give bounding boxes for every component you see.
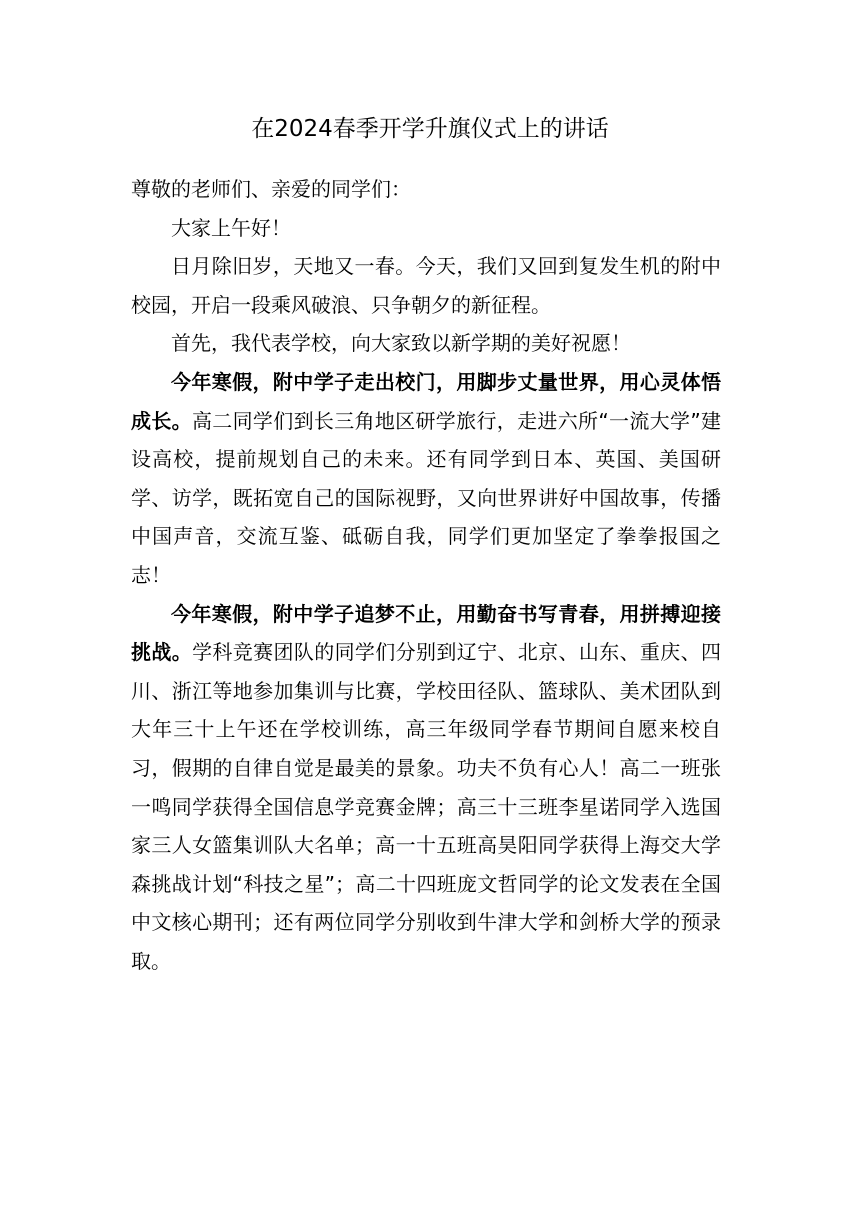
paragraph-lead: 今年寒假，附中学子追梦不止，用勤奋书写青春，用拼搏迎接挑战。 <box>131 601 721 665</box>
salutation: 尊敬的老师们、亲爱的同学们： <box>131 177 411 201</box>
paragraph-travel <box>131 363 721 595</box>
paragraph-greeting <box>131 209 721 248</box>
paragraph-lead: 今年寒假，附中学子走出校门，用脚步丈量世界，用心灵体悟成长。 <box>131 369 721 433</box>
paragraph-text: 学科竞赛团队的同学们分别到辽宁、北京、山东、重庆、四川、浙江等地参加集训与比赛，学校田径队、篮球队、美术团队到大年三十上午还在学校训练，高三年级同学春节期间自愿来校自习，假期的自律自觉是最美的景象。功夫不负有心人！高二一班张一鸣同学获得全国信息学竞赛金牌；高三十三班李星诺同学入选国家三人女篮集训队大名单；高一十五班高昊阳同学获得上海交大学森挑战计划“科技之星”；高二十四班庞文哲同学的论文发表在全国中文核心期刊；还有两位同学分别收到牛津大学和剑桥大学的预录取。 <box>131 640 722 973</box>
paragraph-text: 日月除旧岁，天地又一春。今天，我们又回到复发生机的附中校园，开启一段乘风破浪、只争朝夕的新征程。 <box>131 254 721 317</box>
paragraph-text: 首先，我代表学校，向大家致以新学期的美好祝愿！ <box>171 331 631 356</box>
paragraph-opening <box>131 247 721 324</box>
document-title: 在2024春季开学升旗仪式上的讲话 <box>251 116 609 142</box>
paragraph-wishes <box>131 324 721 363</box>
paragraph-achievements <box>131 595 721 981</box>
paragraph-text: 大家上午好！ <box>171 215 291 240</box>
paragraph-text: 高二同学们到长三角地区研学旅行，走进六所“一流大学”建设高校，提前规划自己的未来。还有同学到日本、英国、美国研学、访学，既拓宽自己的国际视野，又向世界讲好中国故事，传播中国声音，交流互鉴、砥砺自我，同学们更加坚定了拳拳报国之志！ <box>131 408 721 587</box>
document-body <box>131 170 721 980</box>
